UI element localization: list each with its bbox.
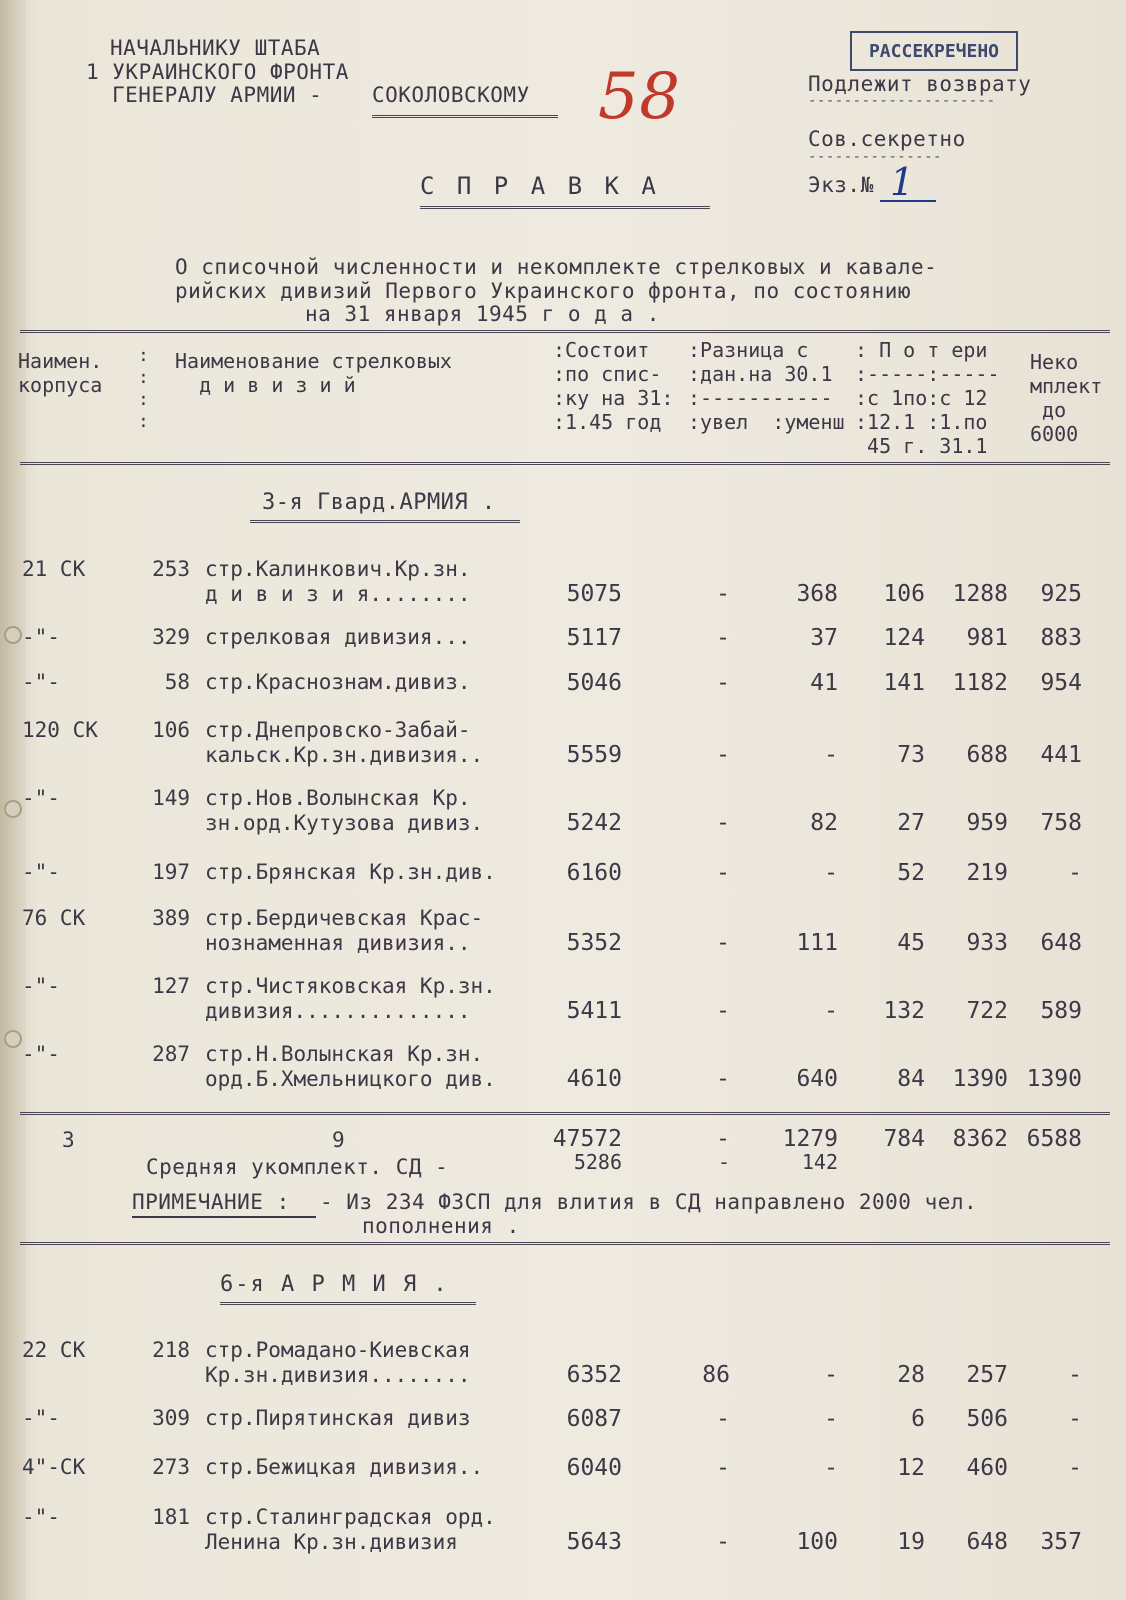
declassified-stamp: РАССЕКРЕЧЕНО [850,31,1018,71]
loss1-cell: 27 [897,810,925,836]
army1-title: 3-я Гвард.АРМИЯ . [262,490,496,515]
loss2-cell: 219 [966,860,1008,886]
note-label: ПРИМЕЧАНИЕ : [132,1190,290,1214]
inc-cell: - [716,810,730,836]
inc-cell: - [716,930,730,956]
addressee-line3: ГЕНЕРАЛУ АРМИИ - [112,83,323,107]
loss2-cell: 981 [966,625,1008,651]
division-number-cell: 127 [152,974,190,998]
corps-cell: -"- [22,670,60,694]
short-cell: - [1068,860,1082,886]
loss2-cell: 648 [966,1529,1008,1555]
note-text: - Из 234 ФЗСП для влития в СД направлено 2000 чел. [320,1190,978,1214]
inc-cell: - [716,670,730,696]
corps-cell: 22 СК [22,1338,86,1362]
inc-cell: - [716,1406,730,1432]
strength-cell: 5559 [566,742,622,768]
handwritten-page-number: 58 [598,60,681,134]
header-strength: :Состоит :по спис- :ку на 31: :1.45 год [553,338,674,434]
loss2-cell: 257 [966,1362,1008,1388]
division-name-cell: стр.Пирятинская дивиз [205,1406,471,1430]
short-cell: 648 [1040,930,1082,956]
division-number-cell: 149 [152,786,190,810]
corps-cell: -"- [22,625,60,649]
dec-cell: - [824,1362,838,1388]
army1-title-underline [250,520,520,523]
total-inc-cell: - [716,1126,730,1152]
dec-cell: 41 [810,670,838,696]
short-cell: 357 [1040,1529,1082,1555]
header-shortage: Неко мплект до 6000 [1030,350,1103,446]
short-cell: 758 [1040,810,1082,836]
dec-cell: 368 [796,581,838,607]
corps-cell: -"- [22,786,60,810]
loss2-cell: 1390 [952,1066,1008,1092]
return-note: Подлежит возврату [808,72,1032,96]
total-corps-count: 3 [62,1128,75,1152]
strength-cell: 5352 [566,930,622,956]
inc-cell: - [716,1529,730,1555]
strength-cell: 6160 [566,860,622,886]
inc-cell: - [716,581,730,607]
loss1-cell: 12 [897,1455,925,1481]
division-number-cell: 389 [152,906,190,930]
short-cell: 954 [1040,670,1082,696]
short-cell: 589 [1040,998,1082,1024]
dec-cell: - [824,1455,838,1481]
army2-title: 6-я А Р М И Я . [220,1272,449,1297]
inc-cell: - [716,742,730,768]
dec-cell: 111 [796,930,838,956]
strength-cell: 5117 [566,625,622,651]
dec-cell: - [824,1406,838,1432]
loss1-cell: 52 [897,860,925,886]
corps-cell: -"- [22,1505,60,1529]
division-number-cell: 181 [152,1505,190,1529]
short-cell: - [1068,1362,1082,1388]
dec-cell: 100 [796,1529,838,1555]
loss1-cell: 28 [897,1362,925,1388]
short-cell: 925 [1040,581,1082,607]
loss2-cell: 722 [966,998,1008,1024]
division-name-cell: стр.Ромадано-Киевская Кр.зн.дивизия........ [205,1338,471,1387]
total-dec-cell: 1279 [782,1126,838,1152]
division-number-cell: 106 [152,718,190,742]
division-name-cell: стр.Днепровско-Забай- кальск.Кр.зн.дивизия.. [205,718,484,767]
header-losses: : П о т ери :-----:----- :с 1по:с 12 :12.1 :1.по 45 г. 31.1 [855,338,1000,458]
short-cell: - [1068,1455,1082,1481]
division-name-cell: стр.Калинкович.Кр.зн. д и в и з и я........ [205,557,471,606]
header-difference: :Разница с :дан.на 30.1 :----------- :увел :уменш [688,338,845,434]
army1-end-rule [20,1242,1110,1245]
corps-cell: -"- [22,1406,60,1430]
division-number-cell: 253 [152,557,190,581]
division-name-cell: стр.Сталинградская орд. Ленина Кр.зн.дивизия [205,1505,496,1554]
strength-cell: 6040 [566,1455,622,1481]
division-number-cell: 287 [152,1042,190,1066]
corps-cell: -"- [22,1042,60,1066]
header-divisions: Наименование стрелковых д и в и з и й [175,349,452,397]
inc-cell: - [716,998,730,1024]
dec-cell: 640 [796,1066,838,1092]
loss1-cell: 6 [911,1406,925,1432]
average-strength-cell: 5286 [573,1150,622,1174]
corps-cell: -"- [22,860,60,884]
total-loss2-cell: 8362 [952,1126,1008,1152]
addressee-line2: 1 УКРАИНСКОГО ФРОНТА [86,60,349,84]
loss1-cell: 141 [883,670,925,696]
division-name-cell: стр.Бердичевская Крас- нознаменная дивизия.. [205,906,484,955]
name-underline [372,115,558,118]
strength-cell: 5411 [566,998,622,1024]
copy-label: Экз.№ [808,173,874,197]
strength-cell: 5075 [566,581,622,607]
total-loss1-cell: 784 [883,1126,925,1152]
dec-cell: - [824,860,838,886]
loss2-cell: 933 [966,930,1008,956]
copy-underline [880,200,936,202]
loss2-cell: 688 [966,742,1008,768]
army2-title-underline [220,1302,476,1305]
dec-cell: 37 [810,625,838,651]
corps-cell: 120 СК [22,718,98,742]
total-strength-cell: 47572 [552,1126,622,1152]
title-underline [420,206,710,209]
addressee-name: СОКОЛОВСКОМУ [372,83,530,107]
header-bottom-rule [20,462,1110,465]
division-number-cell: 197 [152,860,190,884]
loss1-cell: 124 [883,625,925,651]
dec-cell: - [824,998,838,1024]
division-name-cell: стр.Н.Волынская Кр.зн. орд.Б.Хмельницкого див. [205,1042,496,1091]
strength-cell: 6352 [566,1362,622,1388]
average-dec-cell: 142 [801,1150,838,1174]
loss1-cell: 106 [883,581,925,607]
army1-total-rule [20,1112,1110,1115]
short-cell: 883 [1040,625,1082,651]
strength-cell: 6087 [566,1406,622,1432]
division-name-cell: стр.Краснознам.дивиз. [205,670,471,694]
loss1-cell: 19 [897,1529,925,1555]
subtitle-line1: О списочной численности и некомплекте стрелковых и кавале- [175,255,938,279]
strength-cell: 5242 [566,810,622,836]
division-number-cell: 329 [152,625,190,649]
average-inc-cell: - [717,1150,730,1174]
strength-cell: 5046 [566,670,622,696]
division-number-cell: 309 [152,1406,190,1430]
corps-cell: 4"-СК [22,1455,86,1479]
division-number-cell: 218 [152,1338,190,1362]
loss2-cell: 1182 [952,670,1008,696]
inc-cell: - [716,1455,730,1481]
total-division-count: 9 [332,1128,345,1152]
addressee-line1: НАЧАЛЬНИКУ ШТАБА [110,36,321,60]
loss1-cell: 84 [897,1066,925,1092]
division-name-cell: стр.Бежицкая дивизия.. [205,1455,484,1479]
loss1-cell: 73 [897,742,925,768]
secrecy-label: Сов.секретно [808,127,966,151]
subtitle-line3: на 31 января 1945 г о д а . [305,302,660,326]
note-text-continued: пополнения . [362,1214,520,1238]
average-label: Средняя укомплект. СД - [146,1155,449,1179]
dec-cell: 82 [810,810,838,836]
strength-cell: 5643 [566,1529,622,1555]
note-label-underline [132,1216,316,1218]
division-name-cell: стрелковая дивизия... [205,625,471,649]
header-corps: Наимен. корпуса [18,349,103,397]
dec-cell: - [824,742,838,768]
document-title: С П Р А В К А [420,172,660,200]
loss1-cell: 132 [883,998,925,1024]
division-number-cell: 58 [164,670,190,694]
corps-cell: 21 СК [22,557,86,581]
division-number-cell: 273 [152,1455,190,1479]
subtitle-line2: рийских дивизий Первого Украинского фронта, по состоянию [175,279,912,303]
inc-cell: - [716,625,730,651]
short-cell: 1390 [1026,1066,1082,1092]
secrecy-rule: --------------- [808,149,942,165]
inc-cell: 86 [702,1362,730,1388]
inc-cell: - [716,860,730,886]
loss1-cell: 45 [897,930,925,956]
short-cell: - [1068,1406,1082,1432]
division-name-cell: стр.Нов.Волынская Кр. зн.орд.Кутузова дивиз. [205,786,484,835]
corps-cell: -"- [22,974,60,998]
loss2-cell: 959 [966,810,1008,836]
copy-number: 1 [890,160,915,204]
total-short-cell: 6588 [1026,1126,1082,1152]
corps-cell: 76 СК [22,906,86,930]
loss2-cell: 1288 [952,581,1008,607]
inc-cell: - [716,1066,730,1092]
header-separator1: : : : : [138,345,149,432]
division-name-cell: стр.Чистяковская Кр.зн. дивизия.............. [205,974,496,1023]
loss2-cell: 460 [966,1455,1008,1481]
strength-cell: 4610 [566,1066,622,1092]
table-top-rule [20,330,1110,333]
return-rule: --------------------- [808,93,996,109]
division-name-cell: стр.Брянская Кр.зн.див. [205,860,496,884]
short-cell: 441 [1040,742,1082,768]
loss2-cell: 506 [966,1406,1008,1432]
